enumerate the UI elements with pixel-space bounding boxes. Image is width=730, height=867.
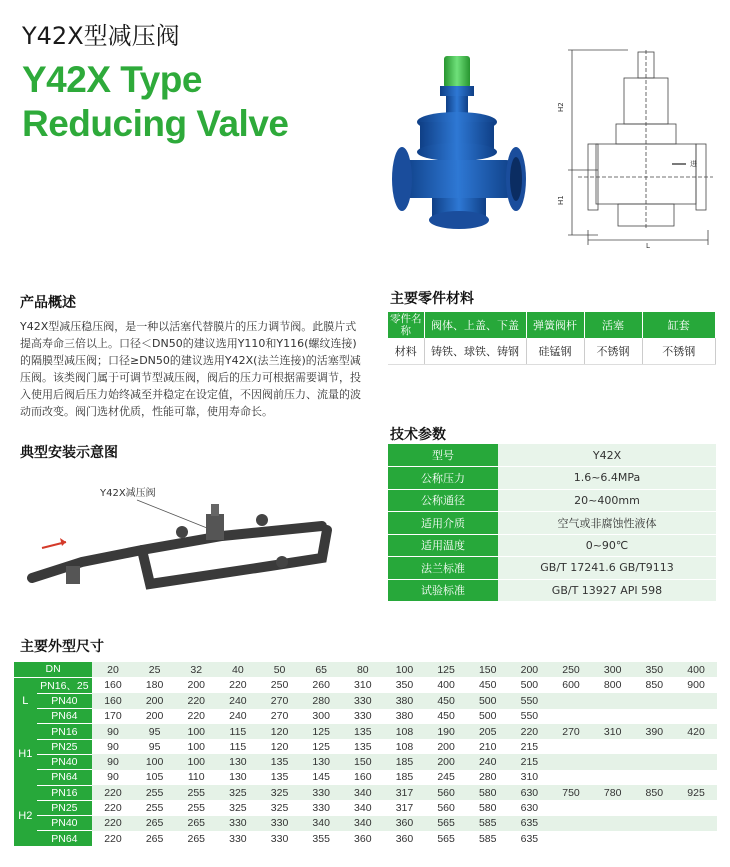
dims-row-label: PN16: [37, 785, 93, 800]
dims-cell: 635: [509, 816, 551, 831]
dims-cell: [675, 800, 717, 815]
title-en-line2: Reducing Valve: [22, 103, 289, 144]
dims-cell: 310: [592, 724, 634, 739]
dims-cell: 300: [300, 709, 342, 724]
dims-cell: 325: [217, 800, 259, 815]
parts-cell: 不锈钢: [584, 338, 642, 364]
tech-heading: 技术参数: [390, 427, 446, 443]
dims-cell: 270: [550, 724, 592, 739]
dims-cell: 135: [342, 724, 384, 739]
dims-cell: [592, 800, 634, 815]
dims-cell: 330: [217, 831, 259, 846]
dims-cell: 310: [509, 770, 551, 785]
dims-cell: 500: [467, 693, 509, 708]
dims-cell: 325: [217, 785, 259, 800]
dims-dn-cell: 40: [217, 662, 259, 677]
dims-cell: 390: [633, 724, 675, 739]
dims-cell: [675, 770, 717, 785]
dims-dn-cell: 125: [425, 662, 467, 677]
dims-row: [14, 754, 717, 769]
tech-key: 适用温度: [388, 534, 498, 557]
dims-cell: 220: [92, 785, 134, 800]
dims-cell: [550, 816, 592, 831]
dims-row-label: PN40: [37, 816, 93, 831]
dims-cell: 220: [92, 800, 134, 815]
dims-cell: 145: [300, 770, 342, 785]
dims-cell: 95: [134, 724, 176, 739]
dims-cell: 630: [509, 785, 551, 800]
dims-cell: 325: [259, 800, 301, 815]
dims-cell: 170: [92, 709, 134, 724]
dims-cell: 160: [92, 677, 134, 693]
dims-cell: 135: [342, 739, 384, 754]
dims-cell: 340: [300, 816, 342, 831]
dims-dn-cell: 65: [300, 662, 342, 677]
dims-cell: 255: [175, 785, 217, 800]
dims-dn-cell: 80: [342, 662, 384, 677]
dims-dn-cell: 300: [592, 662, 634, 677]
dims-row-label: PN16、25: [37, 677, 93, 693]
dims-row: [14, 770, 717, 785]
overview-heading: 产品概述: [20, 295, 76, 311]
dims-cell: 310: [342, 677, 384, 693]
dims-cell: 120: [259, 724, 301, 739]
flow-direction-icon: [60, 538, 66, 546]
dims-cell: 250: [259, 677, 301, 693]
dims-heading: 主要外型尺寸: [20, 639, 104, 655]
parts-cell: 铸铁、球铁、铸钢: [424, 338, 526, 364]
dims-dn-cell: 200: [509, 662, 551, 677]
dims-row-label: PN16: [37, 724, 93, 739]
dims-cell: 240: [467, 754, 509, 769]
dims-cell: 265: [175, 816, 217, 831]
dims-cell: [550, 770, 592, 785]
dims-cell: 185: [384, 754, 426, 769]
dims-cell: [550, 709, 592, 724]
parts-cell: 材料: [388, 338, 424, 364]
dims-cell: [675, 709, 717, 724]
dims-cell: [550, 693, 592, 708]
parts-header-cell: 活塞: [584, 312, 642, 338]
dims-cell: 265: [175, 831, 217, 846]
overview-text: Y42X型减压稳压阀，是一种以活塞代替膜片的压力调节阀。此膜片式提高寿命三倍以上。口径＜DN50的建议选用Y110和Y116(螺纹连接)的隔膜型减压阀；口径≥DN50的建议选用Y42X(法兰连接)的活塞型减压阀。该类阀门属于可调节型减压阀，阀后的压力可根据需要调节，投入使用后阀后压力始终减至并稳定在设定值，不因阀前压力、流量的波动而改变。阀门选材优质，性能可靠，使用寿命长。: [20, 320, 361, 418]
dims-cell: 90: [92, 754, 134, 769]
dims-cell: 340: [342, 816, 384, 831]
tech-row: [388, 534, 716, 557]
dims-cell: 270: [259, 709, 301, 724]
dims-cell: 280: [300, 693, 342, 708]
parts-cell: 不锈钢: [642, 338, 716, 364]
dims-cell: 450: [425, 693, 467, 708]
dims-cell: [550, 800, 592, 815]
dims-cell: 120: [259, 739, 301, 754]
dims-cell: [550, 754, 592, 769]
dims-cell: [633, 831, 675, 846]
dims-cell: 160: [92, 693, 134, 708]
dims-cell: 150: [342, 754, 384, 769]
dims-cell: 185: [384, 770, 426, 785]
dims-row: [14, 816, 717, 831]
dims-cell: 100: [134, 754, 176, 769]
dims-cell: 220: [92, 816, 134, 831]
installation-valve-label: Y42X减压阀: [100, 488, 156, 499]
dims-cell: 850: [633, 785, 675, 800]
tech-row: [388, 489, 716, 512]
dims-cell: 265: [134, 831, 176, 846]
dims-cell: 90: [92, 739, 134, 754]
dims-cell: 400: [425, 677, 467, 693]
dims-cell: 340: [342, 785, 384, 800]
dims-row: [14, 785, 717, 800]
dims-cell: 255: [134, 785, 176, 800]
tech-value: GB/T 17241.6 GB/T9113: [498, 557, 716, 580]
dims-cell: 90: [92, 724, 134, 739]
h2-dimension-label: H2: [557, 102, 565, 112]
dims-cell: [592, 754, 634, 769]
dims-cell: 110: [175, 770, 217, 785]
dims-cell: 130: [217, 754, 259, 769]
parts-heading: 主要零件材料: [390, 291, 474, 307]
dims-dn-cell: 50: [259, 662, 301, 677]
dims-row: [14, 739, 717, 754]
dims-cell: 360: [342, 831, 384, 846]
dims-row-label: PN25: [37, 800, 93, 815]
tech-value: GB/T 13927 API 598: [498, 579, 716, 602]
dims-cell: 550: [509, 693, 551, 708]
dims-cell: [675, 754, 717, 769]
dims-cell: [633, 709, 675, 724]
install-heading: 典型安装示意图: [20, 445, 118, 461]
tech-key: 适用介质: [388, 512, 498, 535]
tech-row: [388, 579, 716, 602]
title-en-line1: Y42X Type: [22, 59, 202, 100]
dims-cell: 925: [675, 785, 717, 800]
dims-cell: 317: [384, 785, 426, 800]
dims-cell: 800: [592, 677, 634, 693]
dims-dn-label: DN: [14, 662, 92, 677]
dims-cell: 565: [425, 816, 467, 831]
dims-cell: 130: [217, 770, 259, 785]
tech-row: [388, 467, 716, 490]
dims-cell: 215: [509, 754, 551, 769]
dims-row-label: PN64: [37, 770, 93, 785]
dims-cell: 360: [384, 831, 426, 846]
tech-value: 20~400mm: [498, 489, 716, 512]
dims-dn-cell: 32: [175, 662, 217, 677]
dims-dn-row: [14, 662, 717, 677]
dims-cell: [592, 816, 634, 831]
dims-cell: 340: [342, 800, 384, 815]
tech-key: 公称压力: [388, 467, 498, 490]
dims-cell: 560: [425, 800, 467, 815]
dims-row-label: PN64: [37, 831, 93, 846]
dims-row: [14, 693, 717, 708]
dims-cell: 100: [175, 739, 217, 754]
dims-cell: 220: [217, 677, 259, 693]
dims-cell: 200: [134, 709, 176, 724]
tech-value: Y42X: [498, 444, 716, 467]
l-dimension-label: L: [646, 242, 650, 250]
dims-cell: 100: [175, 754, 217, 769]
dims-cell: [675, 693, 717, 708]
dims-cell: 265: [134, 816, 176, 831]
parts-table: [388, 312, 716, 365]
dims-cell: 355: [300, 831, 342, 846]
dims-cell: 135: [259, 770, 301, 785]
tech-value: 0~90℃: [498, 534, 716, 557]
dims-cell: 245: [425, 770, 467, 785]
dims-cell: 100: [175, 724, 217, 739]
dims-row: [14, 800, 717, 815]
dims-cell: 325: [259, 785, 301, 800]
dims-cell: 160: [342, 770, 384, 785]
dims-cell: 580: [467, 800, 509, 815]
tech-row: [388, 512, 716, 535]
dims-cell: 330: [259, 816, 301, 831]
dims-cell: 180: [134, 677, 176, 693]
dims-cell: 500: [467, 709, 509, 724]
dimension-drawing: [558, 40, 718, 250]
dims-cell: 260: [300, 677, 342, 693]
flow-label: 进: [690, 160, 697, 168]
dims-cell: 220: [175, 693, 217, 708]
dims-cell: 630: [509, 800, 551, 815]
dims-cell: 115: [217, 724, 259, 739]
dims-cell: 500: [509, 677, 551, 693]
dims-dn-cell: 400: [675, 662, 717, 677]
dims-cell: 750: [550, 785, 592, 800]
dims-row-label: PN25: [37, 739, 93, 754]
dims-cell: 450: [425, 709, 467, 724]
dims-row: [14, 677, 717, 693]
dims-cell: 450: [467, 677, 509, 693]
dims-cell: 280: [467, 770, 509, 785]
dims-cell: [633, 739, 675, 754]
dims-group-label: L: [14, 677, 37, 724]
parts-header-cell: 缸套: [642, 312, 716, 338]
dims-cell: 380: [384, 693, 426, 708]
dims-cell: 255: [134, 800, 176, 815]
dims-cell: 330: [217, 816, 259, 831]
parts-header-row: [388, 312, 716, 338]
dims-cell: 850: [633, 677, 675, 693]
dims-cell: 255: [175, 800, 217, 815]
tech-key: 法兰标准: [388, 557, 498, 580]
dims-cell: 380: [384, 709, 426, 724]
dims-cell: 330: [342, 693, 384, 708]
valve-photo: [380, 48, 560, 248]
dims-cell: [592, 831, 634, 846]
dims-cell: [675, 739, 717, 754]
dims-cell: 560: [425, 785, 467, 800]
dimensions-table: [14, 662, 717, 847]
dims-dn-cell: 20: [92, 662, 134, 677]
dims-cell: 585: [467, 831, 509, 846]
installation-diagram: [22, 470, 362, 600]
parts-header-cell: 弹簧阀杆: [526, 312, 584, 338]
page-title-en: [22, 58, 289, 146]
dims-cell: [592, 693, 634, 708]
dims-cell: 780: [592, 785, 634, 800]
dims-cell: 317: [384, 800, 426, 815]
dims-cell: 200: [175, 677, 217, 693]
dims-cell: 135: [259, 754, 301, 769]
dims-cell: [675, 816, 717, 831]
dims-cell: 130: [300, 754, 342, 769]
dims-cell: 90: [92, 770, 134, 785]
dims-cell: 95: [134, 739, 176, 754]
dims-cell: 125: [300, 739, 342, 754]
dims-group-label: H2: [14, 785, 37, 846]
dims-cell: 330: [300, 800, 342, 815]
dims-cell: 420: [675, 724, 717, 739]
dims-cell: 215: [509, 739, 551, 754]
dims-cell: [592, 770, 634, 785]
dims-cell: 600: [550, 677, 592, 693]
tech-row: [388, 557, 716, 580]
dims-dn-cell: 250: [550, 662, 592, 677]
dims-cell: 270: [259, 693, 301, 708]
dims-cell: 200: [425, 754, 467, 769]
dims-cell: 330: [342, 709, 384, 724]
parts-header-cell: 阀体、上盖、下盖: [424, 312, 526, 338]
dims-cell: 550: [509, 709, 551, 724]
dims-cell: [633, 770, 675, 785]
parts-material-row: [388, 338, 716, 364]
dims-cell: 200: [134, 693, 176, 708]
page-title-cn: Y42X型减压阀: [22, 22, 180, 50]
dims-group-label: H1: [14, 724, 37, 785]
dims-cell: 900: [675, 677, 717, 693]
dims-dn-cell: 25: [134, 662, 176, 677]
dims-cell: [633, 693, 675, 708]
dims-row: [14, 709, 717, 724]
dims-cell: 220: [175, 709, 217, 724]
dims-cell: 190: [425, 724, 467, 739]
dims-cell: 115: [217, 739, 259, 754]
dims-cell: 210: [467, 739, 509, 754]
dims-row-label: PN40: [37, 693, 93, 708]
tech-key: 试验标准: [388, 579, 498, 602]
tech-value: 1.6~6.4MPa: [498, 467, 716, 490]
tech-row: [388, 444, 716, 467]
parts-cell: 硅锰钢: [526, 338, 584, 364]
tech-key: 公称通径: [388, 489, 498, 512]
dims-cell: 220: [509, 724, 551, 739]
dims-cell: [633, 816, 675, 831]
parts-header-cell: 零件名称: [388, 312, 424, 338]
dims-cell: [633, 754, 675, 769]
dims-cell: 105: [134, 770, 176, 785]
dims-cell: 330: [259, 831, 301, 846]
dims-cell: 240: [217, 693, 259, 708]
dims-cell: 330: [300, 785, 342, 800]
dims-cell: [633, 800, 675, 815]
dims-cell: 360: [384, 816, 426, 831]
dims-cell: [592, 709, 634, 724]
dims-row-label: PN64: [37, 709, 93, 724]
dims-cell: 108: [384, 739, 426, 754]
tech-key: 型号: [388, 444, 498, 467]
dims-cell: 108: [384, 724, 426, 739]
dims-dn-cell: 100: [384, 662, 426, 677]
dims-cell: 635: [509, 831, 551, 846]
dims-dn-cell: 350: [633, 662, 675, 677]
dims-cell: 585: [467, 816, 509, 831]
dims-cell: 240: [217, 709, 259, 724]
dims-cell: [675, 831, 717, 846]
dims-cell: 205: [467, 724, 509, 739]
dims-row: [14, 831, 717, 846]
dims-cell: [550, 739, 592, 754]
tech-params-table: [388, 444, 716, 602]
tech-value: 空气或非腐蚀性液体: [498, 512, 716, 535]
dims-cell: 125: [300, 724, 342, 739]
dims-cell: 580: [467, 785, 509, 800]
dims-cell: 200: [425, 739, 467, 754]
dims-cell: 565: [425, 831, 467, 846]
dims-cell: [592, 739, 634, 754]
dims-dn-cell: 150: [467, 662, 509, 677]
dims-row: [14, 724, 717, 739]
h1-dimension-label: H1: [557, 195, 565, 205]
dims-cell: 220: [92, 831, 134, 846]
dims-cell: [550, 831, 592, 846]
dims-cell: 350: [384, 677, 426, 693]
dims-row-label: PN40: [37, 754, 93, 769]
